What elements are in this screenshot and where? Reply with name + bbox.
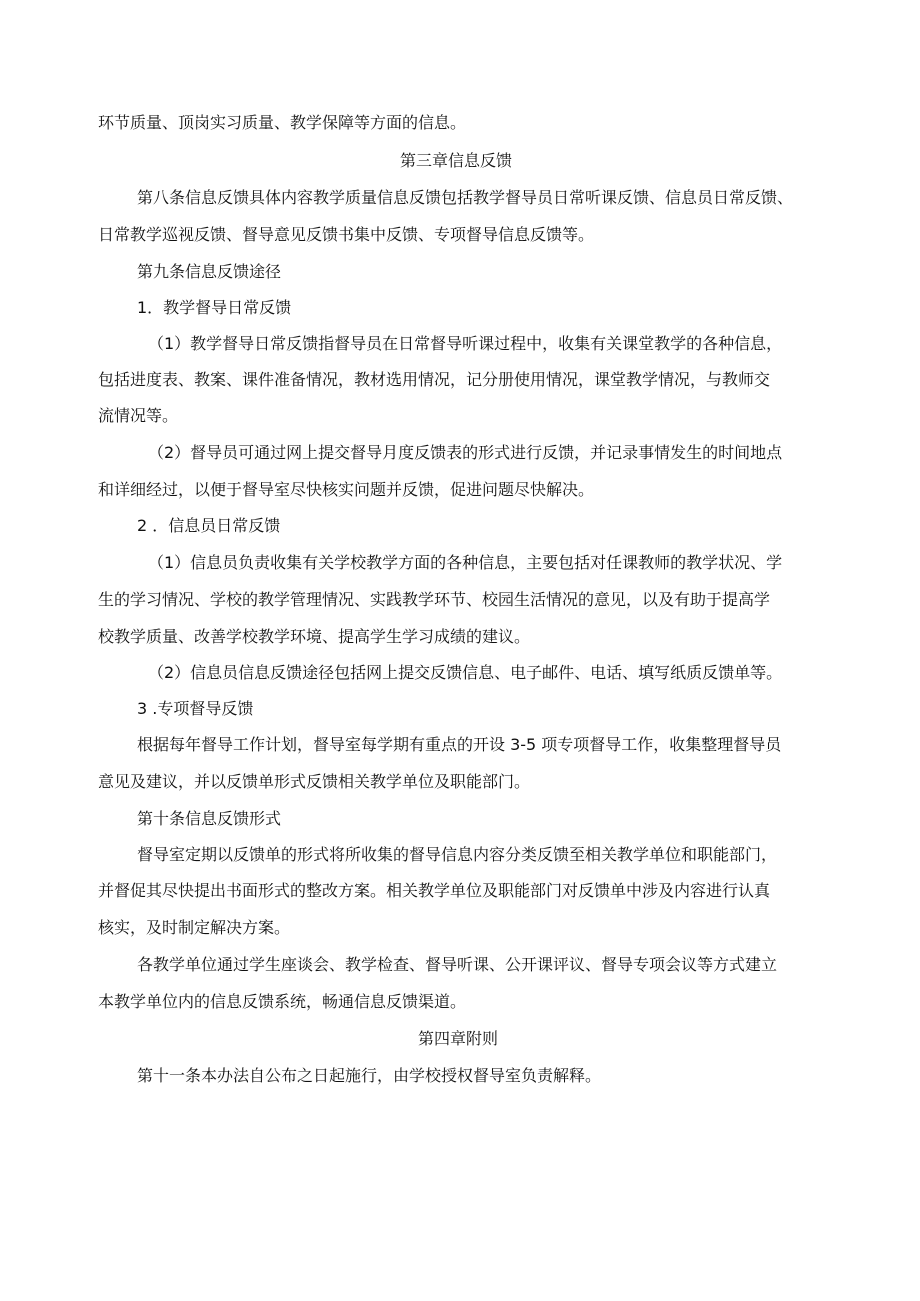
article-heading: 第九条信息反馈途径	[137, 262, 282, 281]
paragraph-line: 本教学单位内的信息反馈系统，畅通信息反馈渠道。	[98, 992, 467, 1011]
paragraph-line: 流情况等。	[98, 406, 179, 425]
paragraph-line: 生的学习情况、学校的教学管理情况、实践教学环节、校园生活情况的意见，以及有助于提高学	[98, 590, 771, 609]
paragraph-line: （2）信息员信息反馈途径包括网上提交反馈信息、电子邮件、电话、填写纸质反馈单等。	[148, 663, 783, 682]
paragraph-line: 校教学质量、改善学校教学环境、提高学生学习成绩的建议。	[98, 627, 531, 646]
paragraph-line: 和详细经过，以便于督导室尽快核实问题并反馈，促进问题尽快解决。	[98, 480, 595, 499]
paragraph-line: 第十一条本办法自公布之日起施行，由学校授权督导室负责解释。	[137, 1066, 602, 1085]
chapter-heading: 第四章附则	[418, 1029, 499, 1048]
paragraph-line: 并督促其尽快提出书面形式的整改方案。相关教学单位及职能部门对反馈单中涉及内容进行认真	[98, 881, 771, 900]
paragraph-line: 各教学单位通过学生座谈会、教学检查、督导听课、公开课评议、督导专项会议等方式建立	[137, 955, 778, 974]
chapter-heading: 第三章信息反馈	[400, 151, 513, 170]
paragraph-line: （2）督导员可通过网上提交督导月度反馈表的形式进行反馈，并记录事情发生的时间地点	[148, 443, 783, 462]
section-heading: 1．教学督导日常反馈	[137, 298, 292, 317]
paragraph-line: 日常教学巡视反馈、督导意见反馈书集中反馈、专项督导信息反馈等。	[98, 225, 595, 244]
paragraph-line: 包括进度表、教案、课件准备情况，教材选用情况，记分册使用情况，课堂教学情况，与教师交	[98, 370, 771, 389]
paragraph-line: 督导室定期以反馈单的形式将所收集的督导信息内容分类反馈至相关教学单位和职能部门，	[137, 845, 778, 864]
paragraph-line: （1）信息员负责收集有关学校教学方面的各种信息，主要包括对任课教师的教学状况、学	[148, 553, 783, 572]
section-heading: 2 ．信息员日常反馈	[137, 516, 281, 535]
paragraph-line: 根据每年督导工作计划，督导室每学期有重点的开设 3-5 项专项督导工作，收集整理督导员	[137, 735, 782, 754]
paragraph-line: 核实，及时制定解决方案。	[98, 918, 291, 937]
article-heading: 第十条信息反馈形式	[137, 809, 282, 828]
paragraph-line: 意见及建议，并以反馈单形式反馈相关教学单位及职能部门。	[98, 772, 531, 791]
section-heading: 3 .专项督导反馈	[137, 699, 254, 718]
paragraph-line: 第八条信息反馈具体内容教学质量信息反馈包括教学督导员日常听课反馈、信息员日常反馈、	[137, 188, 794, 207]
paragraph-line: （1）教学督导日常反馈指督导员在日常督导听课过程中，收集有关课堂教学的各种信息，	[148, 334, 783, 353]
paragraph-line: 环节质量、顶岗实习质量、教学保障等方面的信息。	[98, 113, 467, 132]
